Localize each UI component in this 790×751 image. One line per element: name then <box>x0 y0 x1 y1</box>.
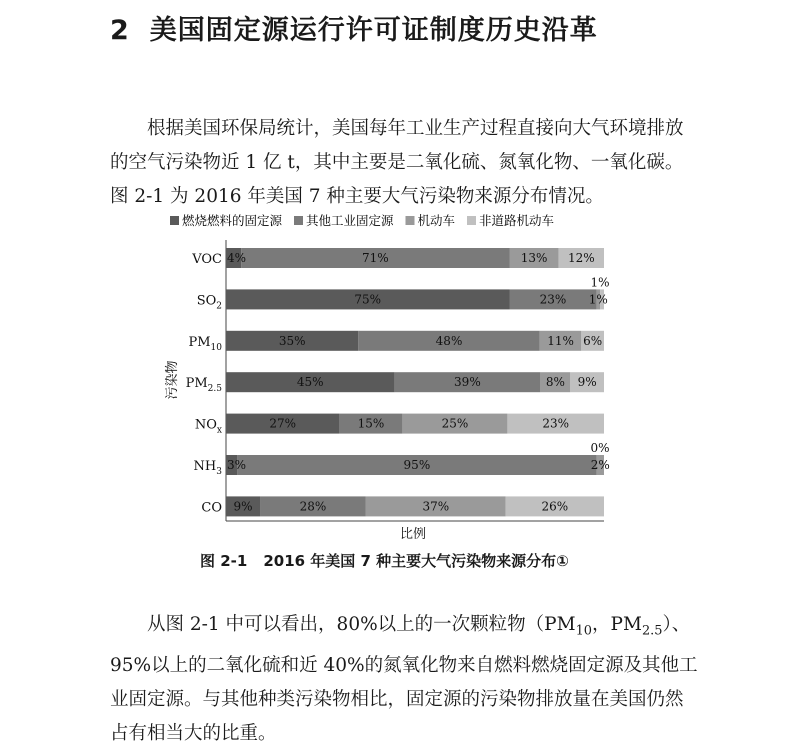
data-label: 26% <box>541 499 569 514</box>
data-label: 4% <box>227 251 247 265</box>
legend-label: 机动车 <box>417 213 456 228</box>
data-label: 35% <box>278 333 306 348</box>
section-title: 美国固定源运行许可证制度历史沿革 <box>149 15 598 46</box>
data-label: 0% <box>590 441 610 455</box>
data-label: 2% <box>590 458 610 472</box>
category-label: $PM_{10}$ <box>188 334 222 353</box>
data-label: 75% <box>354 292 382 307</box>
legend-swatch <box>170 216 179 225</box>
caption-text: 2016 年美国 7 种主要大气污染物来源分布① <box>263 552 569 570</box>
data-label: 1% <box>588 292 608 307</box>
data-label: 95% <box>403 458 431 472</box>
analysis-text-2: ，PM <box>592 614 642 635</box>
analysis-text-3: ）、95%以上的二氧化硫和近 40%的氮氧化物来自燃料燃烧固定源及其他工业固定源。与其他种类污染物相比，固定源的污染物排放量在美国仍然占有相当大的比重。 <box>110 614 698 744</box>
legend-swatch <box>294 216 303 225</box>
data-label: 3% <box>227 458 247 472</box>
data-label: 15% <box>357 416 385 431</box>
data-label: 6% <box>583 333 603 348</box>
data-label: 12% <box>567 251 595 265</box>
legend-swatch <box>467 216 476 225</box>
section-number: 2 <box>110 15 130 46</box>
data-label: 1% <box>590 275 610 290</box>
intro-paragraph: 根据美国环保局统计，美国每年工业生产过程直接向大气环境排放的空气污染物近 1 亿 t，其中主要是二氧化硫、氮氧化物、一氧化碳。图 2-1 为 2016 年美国 7 种主要大气污染物来源分布情况。 <box>110 118 684 207</box>
caption-number: 图 2-1 <box>200 552 248 570</box>
legend-label: 其他工业固定源 <box>306 213 394 228</box>
data-label: 23% <box>539 292 567 307</box>
analysis-text-1: 从图 2-1 中可以看出，80%以上的一次颗粒物（PM <box>147 614 576 635</box>
data-label: 45% <box>296 375 324 390</box>
legend-label: 非道路机动车 <box>479 213 555 228</box>
data-label: 9% <box>233 499 253 514</box>
analysis-sub-1: 10 <box>575 623 593 639</box>
data-label: 8% <box>545 375 565 390</box>
data-label: 37% <box>422 499 450 514</box>
data-label: 13% <box>520 251 548 265</box>
legend-swatch <box>406 216 415 225</box>
figure-caption <box>200 550 569 571</box>
x-axis-label: 比例 <box>399 527 427 542</box>
data-label: 27% <box>269 416 297 431</box>
y-axis-label: 污染物 <box>165 360 180 400</box>
data-label: 11% <box>547 333 574 348</box>
analysis-sub-2: 2.5 <box>641 623 663 639</box>
data-label: 71% <box>361 251 389 265</box>
category-label: $SO_2$ <box>196 293 222 312</box>
data-label: 28% <box>299 499 327 514</box>
category-label: VOC <box>192 252 222 267</box>
legend-label: 燃烧燃料的固定源 <box>182 213 283 228</box>
data-label: 23% <box>542 416 570 431</box>
category-label: $NO_x$ <box>194 417 222 436</box>
data-label: 39% <box>454 375 481 390</box>
data-label: 48% <box>435 333 463 348</box>
data-label: 9% <box>577 375 597 390</box>
category-label: CO <box>201 500 222 516</box>
category-label: $PM_{2.5}$ <box>185 376 222 395</box>
analysis-paragraph <box>110 608 700 751</box>
data-label: 25% <box>441 416 469 431</box>
category-label: $NH_3$ <box>193 459 222 477</box>
